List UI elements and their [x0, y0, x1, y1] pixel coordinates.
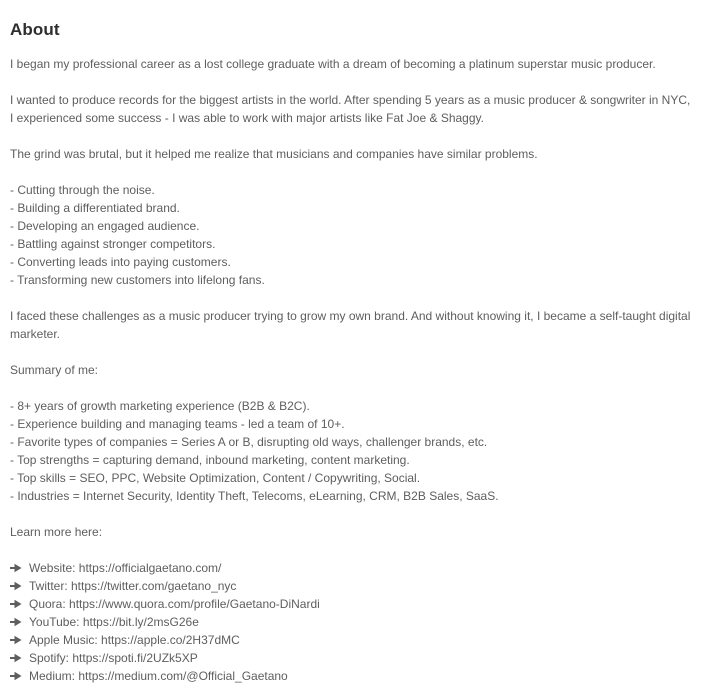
- challenge-item: - Cutting through the noise.: [10, 183, 155, 197]
- profile-link-text: Website: https://officialgaetano.com/: [29, 561, 222, 575]
- arrow-bullet-icon: [10, 599, 22, 609]
- intro-paragraph: The grind was brutal, but it helped me realize that musicians and companies have similar problems.: [10, 147, 538, 161]
- arrow-bullet-icon: [10, 617, 22, 627]
- challenge-item: - Building a differentiated brand.: [10, 201, 180, 215]
- profile-link-item: [10, 595, 695, 613]
- profile-link-item: [10, 631, 695, 649]
- challenge-item: - Transforming new customers into lifelong fans.: [10, 273, 265, 287]
- arrow-bullet-icon: [10, 563, 22, 573]
- profile-link-item: [10, 649, 695, 667]
- profile-link-text: Spotify: https://spoti.fi/2UZk5XP: [29, 651, 198, 665]
- summary-item: - Favorite types of companies = Series A or B, disrupting old ways, challenger brands, etc.: [10, 435, 488, 449]
- intro-paragraph: I began my professional career as a lost college graduate with a dream of becoming a platinum superstar music producer.: [10, 57, 656, 71]
- profile-links-list: [10, 559, 695, 685]
- profile-link-text: Apple Music: https://apple.co/2H37dMC: [29, 633, 240, 647]
- profile-link-text: Quora: https://www.quora.com/profile/Gaetano-DiNardi: [29, 597, 320, 611]
- challenge-item: - Battling against stronger competitors.: [10, 237, 216, 251]
- challenge-item: - Converting leads into paying customers.: [10, 255, 231, 269]
- summary-heading: Summary of me:: [10, 363, 99, 377]
- summary-item: - 8+ years of growth marketing experience (B2B & B2C).: [10, 399, 310, 413]
- learn-more-heading: Learn more here:: [10, 525, 103, 539]
- profile-link-item: [10, 667, 695, 685]
- intro-paragraph: I wanted to produce records for the biggest artists in the world. After spending 5 years as a music producer & songwriter in NYC, I experienced some success - I was able to work with major artists like Fat Joe & Shaggy.: [10, 93, 691, 125]
- reflection-paragraph: I faced these challenges as a music producer trying to grow my own brand. And without knowing it, I became a self-taught digital marketer.: [10, 309, 691, 341]
- summary-item: - Top strengths = capturing demand, inbound marketing, content marketing.: [10, 453, 410, 467]
- profile-link-text: Twitter: https://twitter.com/gaetano_nyc: [29, 579, 237, 593]
- profile-link-text: YouTube: https://bit.ly/2msG26e: [29, 615, 199, 629]
- arrow-bullet-icon: [10, 653, 22, 663]
- about-title: About: [10, 20, 60, 39]
- challenge-item: - Developing an engaged audience.: [10, 219, 200, 233]
- profile-link-item: [10, 613, 695, 631]
- summary-item: - Industries = Internet Security, Identity Theft, Telecoms, eLearning, CRM, B2B Sales, SaaS.: [10, 489, 499, 503]
- challenges-list: [10, 181, 695, 289]
- profile-link-item: [10, 577, 695, 595]
- arrow-bullet-icon: [10, 671, 22, 681]
- arrow-bullet-icon: [10, 581, 22, 591]
- summary-list: [10, 397, 695, 505]
- profile-link-item: [10, 559, 695, 577]
- arrow-bullet-icon: [10, 635, 22, 645]
- profile-link-text: Medium: https://medium.com/@Official_Gaetano: [29, 669, 288, 683]
- summary-item: - Top skills = SEO, PPC, Website Optimization, Content / Copywriting, Social.: [10, 471, 421, 485]
- summary-item: - Experience building and managing teams - led a team of 10+.: [10, 417, 345, 431]
